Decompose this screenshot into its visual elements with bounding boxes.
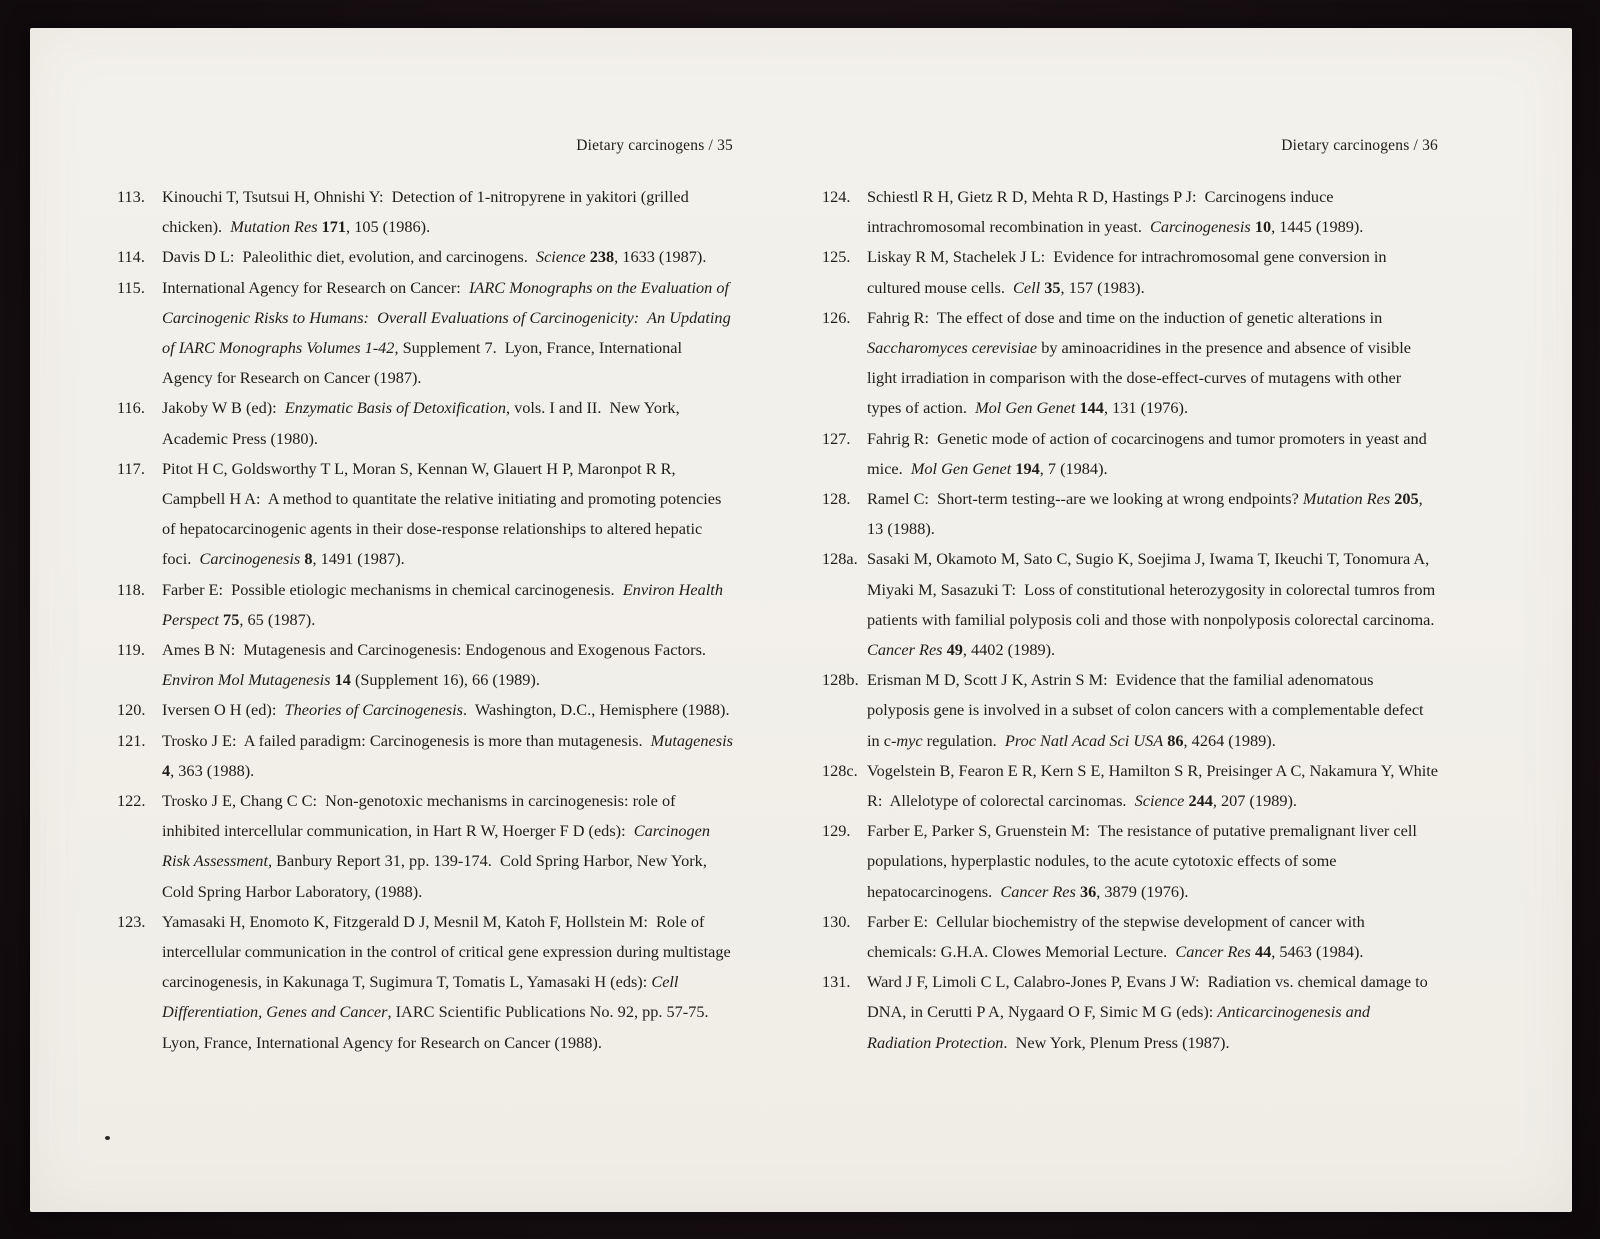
reference-item	[820, 303, 1438, 424]
reference-number: 118.	[117, 579, 145, 599]
reference-text: Fahrig R: The effect of dose and time on the induction of genetic alterations in Saccharomyces cerevisiae by aminoacridines in the presence and absence of visible light irradiation in comparison with the dose-effect-curves of mutagens with other types of action. Mol Gen Genet 144, 131 (1976).	[867, 307, 1416, 418]
reference-number: 121.	[117, 730, 146, 750]
reference-text: Liskay R M, Stachelek J L: Evidence for intrachromosomal gene conversion in cultured mouse cells. Cell 35, 157 (1983).	[867, 247, 1391, 297]
running-header-right: Dietary carcinogens / 36	[1281, 137, 1438, 154]
scan-artifact-dot	[105, 1136, 110, 1140]
reference-text: International Agency for Research on Cancer: IARC Monographs on the Evaluation of Carcinogenic Risks to Humans: Overall Evaluations of Carcinogenicity: An Updating of IARC Monographs Volumes 1-42, Supplement 7. Lyon, France, International Agency for Research on Cancer (1987).	[162, 277, 735, 388]
reference-text: Iversen O H (ed): Theories of Carcinogenesis. Washington, D.C., Hemisphere (1988).	[162, 700, 730, 720]
reference-text: Farber E: Possible etiologic mechanisms in chemical carcinogenesis. Environ Health Perspect 75, 65 (1987).	[162, 579, 728, 629]
reference-number: 126.	[822, 307, 851, 327]
reference-item	[115, 907, 733, 1058]
reference-number: 119.	[117, 640, 145, 660]
reference-text: Ames B N: Mutagenesis and Carcinogenesis: Endogenous and Exogenous Factors. Environ Mol Mutagenesis 14 (Supplement 16), 66 (1989).	[162, 640, 715, 690]
reference-text: Schiestl R H, Gietz R D, Mehta R D, Hastings P J: Carcinogens induce intrachromosomal recombination in yeast. Carcinogenesis 10, 1445 (1989).	[867, 187, 1364, 237]
reference-number: 114.	[117, 247, 145, 267]
reference-number: 124.	[822, 187, 851, 206]
reference-item	[820, 242, 1438, 302]
reference-number: 123.	[117, 911, 146, 931]
reference-number: 131.	[822, 972, 851, 992]
page-column-left	[115, 136, 733, 1058]
reference-item	[820, 424, 1438, 484]
reference-item	[115, 242, 733, 272]
reference-item	[115, 393, 733, 453]
reference-number: 122.	[117, 791, 146, 811]
reference-text: Ward J F, Limoli C L, Calabro-Jones P, Evans J W: Radiation vs. chemical damage to DNA, in Cerutti P A, Nygaard O F, Simic M G (eds): Anticarcinogenesis and Radiation Protection. New York, Plenum Press (1987).	[867, 972, 1432, 1052]
reference-text: Trosko J E: A failed paradigm: Carcinogenesis is more than mutagenesis. Mutagenesis 4, 363 (1988).	[162, 730, 733, 780]
reference-text: Erisman M D, Scott J K, Astrin S M: Evidence that the familial adenomatous polyposis gene is involved in a subset of colon cancers with a complementable defect in c-myc regulation. Proc Natl Acad Sci USA 86, 4264 (1989).	[867, 670, 1428, 750]
reference-text: Vogelstein B, Fearon E R, Kern S E, Hamilton S R, Preisinger A C, Nakamura Y, White R: Allelotype of colorectal carcinomas. Science 244, 207 (1989).	[867, 760, 1443, 811]
reference-item	[115, 695, 733, 725]
reference-number: 115.	[117, 277, 145, 297]
reference-text: Trosko J E, Chang C C: Non-genotoxic mechanisms in carcinogenesis: role of inhibited intercellular communication, in Hart R W, Hoerger F D (eds): Carcinogen Risk Assessment, Banbury Report 31, pp. 139-174. Cold Spring Harbor, New York, Cold Spring Harbor Laboratory, (1988).	[162, 791, 715, 901]
reference-text: Ramel C: Short-term testing--are we looking at wrong endpoints? Mutation Res 205, 13 (1988).	[867, 489, 1427, 539]
reference-number: 128b.	[822, 670, 859, 690]
reference-number: 120.	[117, 700, 146, 720]
reference-text: Davis D L: Paleolithic diet, evolution, and carcinogens. Science 238, 1633 (1987).	[162, 247, 707, 267]
reference-text: Kinouchi T, Tsutsui H, Ohnishi Y: Detection of 1-nitropyrene in yakitori (grilled chicken). Mutation Res 171, 105 (1986).	[162, 187, 693, 237]
reference-number: 129.	[822, 821, 851, 841]
reference-item	[115, 575, 733, 635]
reference-item	[820, 182, 1438, 242]
reference-item	[115, 786, 733, 907]
reference-text: Pitot H C, Goldsworthy T L, Moran S, Kennan W, Glauert H P, Maronpot R R, Campbell H A: A method to quantitate the relative initiating and promoting potencies of hepatocarcinogenic agents in their dose-response relationships to altered hepatic foci. Carcinogenesis 8, 1491 (1987).	[162, 458, 726, 569]
reference-number: 128c.	[822, 760, 858, 780]
reference-number: 127.	[822, 428, 851, 448]
reference-item	[115, 182, 733, 242]
reference-item	[820, 967, 1438, 1058]
reference-text: Farber E, Parker S, Gruenstein M: The resistance of putative premalignant liver cell populations, hyperplastic nodules, to the acute cytotoxic effects of some hepatocarcinogens. Cancer Res 36, 3879 (1976).	[867, 821, 1421, 901]
reference-number: 125.	[822, 247, 851, 267]
reference-item	[820, 816, 1438, 907]
reference-number: 113.	[117, 187, 145, 206]
reference-number: 116.	[117, 398, 145, 418]
reference-number: 130.	[822, 911, 851, 931]
reference-item	[820, 665, 1438, 756]
page-column-right	[820, 136, 1443, 1058]
reference-item	[820, 756, 1443, 816]
reference-text: Jakoby W B (ed): Enzymatic Basis of Detoxification, vols. I and II. New York, Academic Press (1980).	[162, 398, 683, 448]
reference-item	[820, 484, 1438, 544]
reference-item	[115, 726, 733, 786]
reference-text: Yamasaki H, Enomoto K, Fitzgerald D J, Mesnil M, Katoh F, Hollstein M: Role of intercellular communication in the control of critical gene expression during multistage carcinogenesis, in Kakunaga T, Sugimura T, Tomatis L, Yamasaki H (eds): Cell Differentiation, Genes and Cancer, IARC Scientific Publications No. 92, pp. 57-75. Lyon, France, International Agency for Research on Cancer (1988).	[162, 911, 735, 1052]
running-header-left: Dietary carcinogens / 35	[576, 137, 733, 154]
reference-number: 117.	[117, 458, 145, 478]
reference-list-left	[115, 182, 733, 1058]
reference-text: Farber E: Cellular biochemistry of the stepwise development of cancer with chemicals: G.H.A. Clowes Memorial Lecture. Cancer Res 44, 5463 (1984).	[867, 911, 1369, 962]
reference-item	[115, 273, 733, 394]
reference-item	[820, 907, 1438, 967]
reference-text: Fahrig R: Genetic mode of action of cocarcinogens and tumor promoters in yeast and mice. Mol Gen Genet 194, 7 (1984).	[867, 428, 1431, 478]
reference-list-right	[820, 182, 1443, 1058]
scanned-page	[30, 28, 1572, 1212]
reference-number: 128a.	[822, 549, 858, 569]
reference-item	[820, 544, 1443, 665]
reference-item	[115, 635, 733, 695]
reference-text: Sasaki M, Okamoto M, Sato C, Sugio K, Soejima J, Iwama T, Ikeuchi T, Tonomura A, Miyaki M, Sasazuki T: Loss of constitutional heterozygosity in colorectal tumros from patients with familial polyposis coli and those with nonpolyposis colorectal carcinoma. Cancer Res 49, 4402 (1989).	[867, 549, 1443, 660]
reference-number: 128.	[822, 489, 851, 509]
reference-item	[115, 454, 733, 575]
